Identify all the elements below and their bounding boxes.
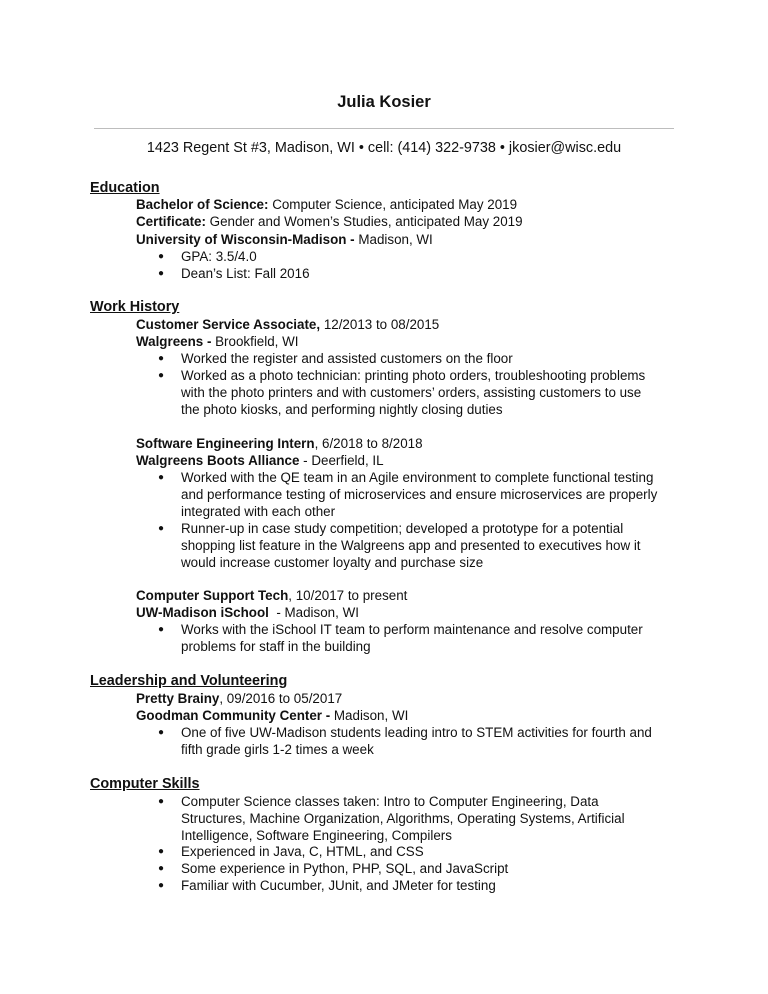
list-item-continuation: would increase customer loyalty and purchase size (181, 555, 484, 570)
leadership-location: Madison, WI (330, 708, 409, 723)
section-title-computer-skills: Computer Skills (90, 776, 200, 792)
degree-value: Computer Science, anticipated May 2019 (268, 197, 518, 212)
bullet-icon: ● (158, 251, 165, 262)
job-title-line (136, 316, 439, 333)
list-item-continuation: Structures, Machine Organization, Algorithms, Operating Systems, Artificial (181, 811, 625, 826)
job-location: - Deerfield, IL (299, 453, 384, 468)
bullet-icon: ● (158, 523, 165, 534)
job-location: Brookfield, WI (211, 334, 299, 349)
leadership-title-line (136, 690, 342, 707)
job-dates: , 6/2018 to 8/2018 (314, 436, 423, 451)
list-item: Some experience in Python, PHP, SQL, and JavaScript (181, 861, 509, 876)
list-item: Runner-up in case study competition; developed a prototype for a potential (181, 521, 624, 536)
bullet-icon: ● (158, 727, 165, 738)
leadership-org-line (136, 707, 408, 724)
job-org-line (136, 333, 298, 350)
list-item: GPA: 3.5/4.0 (181, 249, 257, 264)
degree-line (136, 196, 517, 213)
list-item-continuation: with the photo printers and with customers’ orders, assisting customers to use (181, 385, 642, 400)
bullet-icon: ● (158, 846, 165, 857)
job-role: Computer Support Tech (136, 588, 289, 603)
list-item: Worked with the QE team in an Agile environment to complete functional testing (181, 470, 654, 485)
bullet-icon: ● (158, 268, 165, 279)
list-item: One of five UW-Madison students leading intro to STEM activities for fourth and (181, 725, 652, 740)
list-item-continuation: fifth grade girls 1-2 times a week (181, 742, 374, 757)
list-item-continuation: integrated with each other (181, 504, 336, 519)
job-location: - Madison, WI (268, 605, 359, 620)
leadership-org: Goodman Community Center - (136, 708, 331, 723)
school-value: Madison, WI (354, 232, 433, 247)
header-divider (94, 128, 674, 129)
list-item: Worked the register and assisted customers on the floor (181, 351, 513, 366)
section-title-work-history: Work History (90, 299, 180, 315)
contact-line: 1423 Regent St #3, Madison, WI • cell: (414) 322-9738 • jkosier@wisc.edu (146, 140, 622, 156)
list-item: Familiar with Cucumber, JUnit, and JMeter for testing (181, 878, 496, 893)
bullet-icon: ● (158, 353, 165, 364)
job-org: Walgreens - (136, 334, 212, 349)
degree-label: Bachelor of Science: (136, 197, 269, 212)
resume-name: Julia Kosier (337, 93, 431, 111)
school-label: University of Wisconsin-Madison - (136, 232, 355, 247)
job-org: Walgreens Boots Alliance (136, 453, 300, 468)
job-dates: 12/2013 to 08/2015 (320, 317, 440, 332)
list-item-continuation: and performance testing of microservices and ensure microservices are properly (181, 487, 658, 502)
list-item: Works with the iSchool IT team to perform maintenance and resolve computer (181, 622, 643, 637)
job-title-line (136, 435, 423, 452)
certificate-label: Certificate: (136, 214, 206, 229)
job-title-line (136, 587, 407, 604)
job-role: Customer Service Associate, (136, 317, 321, 332)
bullet-icon: ● (158, 624, 165, 635)
section-title-leadership: Leadership and Volunteering (90, 673, 288, 689)
list-item-continuation: the photo kiosks, and performing nightly closing duties (181, 402, 503, 417)
list-item-continuation: shopping list feature in the Walgreens app and presented to executives how it (181, 538, 641, 553)
bullet-icon: ● (158, 472, 165, 483)
leadership-role: Pretty Brainy (136, 691, 220, 706)
leadership-dates: , 09/2016 to 05/2017 (219, 691, 343, 706)
list-item: Experienced in Java, C, HTML, and CSS (181, 844, 424, 859)
bullet-icon: ● (158, 796, 165, 807)
list-item-continuation: problems for staff in the building (181, 639, 371, 654)
bullet-icon: ● (158, 880, 165, 891)
list-item: Computer Science classes taken: Intro to Computer Engineering, Data (181, 794, 599, 809)
list-item-continuation: Intelligence, Software Engineering, Compilers (181, 828, 452, 843)
bullet-icon: ● (158, 863, 165, 874)
job-role: Software Engineering Intern (136, 436, 315, 451)
job-org: UW-Madison iSchool (136, 605, 269, 620)
job-org-line (136, 604, 359, 621)
job-org-line (136, 452, 384, 469)
list-item: Dean’s List: Fall 2016 (181, 266, 310, 281)
bullet-icon: ● (158, 370, 165, 381)
job-dates: , 10/2017 to present (288, 588, 408, 603)
certificate-line (136, 213, 523, 230)
section-title-education: Education (90, 180, 160, 196)
school-line (136, 231, 433, 248)
certificate-value: Gender and Women’s Studies, anticipated May 2019 (205, 214, 523, 229)
list-item: Worked as a photo technician: printing photo orders, troubleshooting problems (181, 368, 646, 383)
